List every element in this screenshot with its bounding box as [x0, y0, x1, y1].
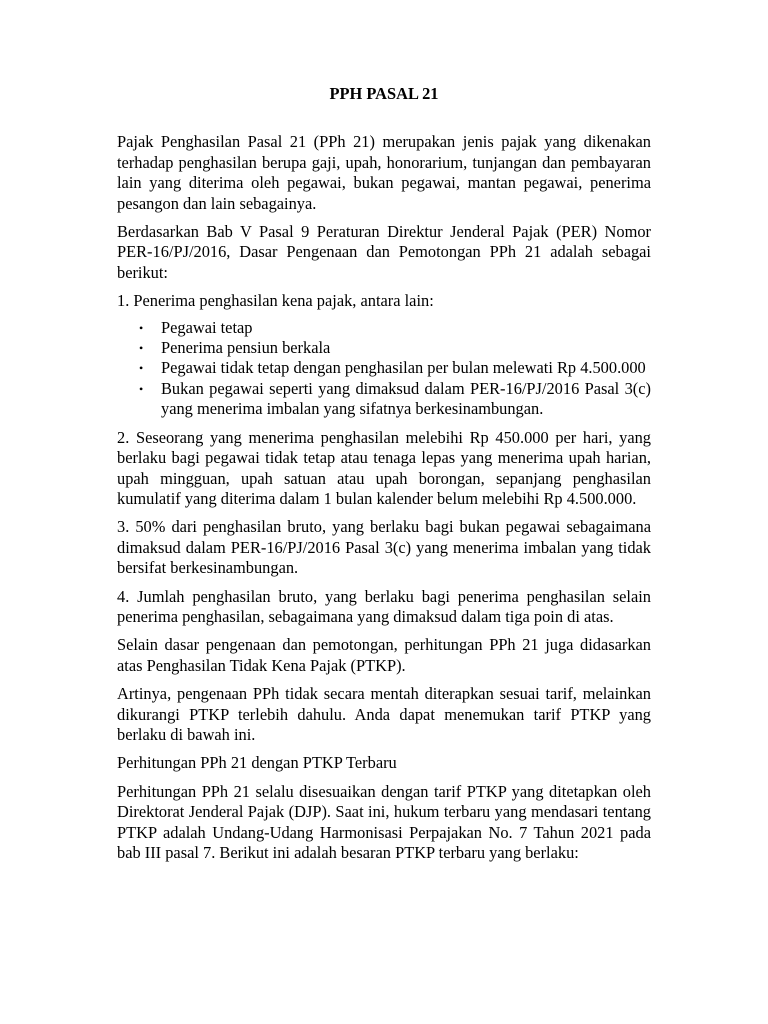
- list-item-text: Bukan pegawai seperti yang dimaksud dalam PER-16/PJ/2016 Pasal 3(c) yang menerima imbalan yang sifatnya berkesinambungan.: [161, 378, 651, 419]
- ptkp-explanation-paragraph: Artinya, pengenaan PPh tidak secara mentah diterapkan sesuai tarif, melainkan dikurangi PTKP terlebih dahulu. Anda dapat menemukan tarif PTKP yang berlaku di bawah ini.: [117, 684, 651, 744]
- list-item: [139, 358, 651, 378]
- list-item: [139, 378, 651, 420]
- bullet-icon: •: [139, 341, 144, 356]
- ptkp-intro-paragraph: Selain dasar pengenaan dan pemotongan, perhitungan PPh 21 juga didasarkan atas Penghasilan Tidak Kena Pajak (PTKP).: [117, 635, 651, 675]
- document-title: PPH PASAL 21: [329, 84, 439, 103]
- taxable-recipients-list: [117, 318, 651, 420]
- list-item-text: Pegawai tetap: [161, 317, 253, 337]
- document-page: [117, 84, 651, 871]
- bullet-icon: •: [139, 320, 144, 335]
- list-item: [139, 317, 651, 338]
- intro-paragraph: Pajak Penghasilan Pasal 21 (PPh 21) merupakan jenis pajak yang dikenakan terhadap penghasilan berupa gaji, upah, honorarium, tunjangan dan pembayaran lain yang diterima oleh pegawai, bukan pegawai, mantan pegawai, penerima pesangon dan lain sebagainya.: [117, 132, 651, 213]
- bullet-icon: •: [139, 361, 144, 376]
- list-item-text: Penerima pensiun berkala: [161, 338, 331, 358]
- point-3-paragraph: 3. 50% dari penghasilan bruto, yang berlaku bagi bukan pegawai sebagaimana dimaksud dalam PER-16/PJ/2016 Pasal 3(c) yang menerima imbalan yang tidak bersifat berkesinambungan.: [117, 517, 651, 578]
- point-4-paragraph: 4. Jumlah penghasilan bruto, yang berlaku bagi penerima penghasilan selain penerima penghasilan, sebagaimana yang dimaksud dalam tiga poin di atas.: [117, 586, 651, 626]
- point-1-paragraph: 1. Penerima penghasilan kena pajak, antara lain:: [117, 291, 434, 311]
- section-subheading: Perhitungan PPh 21 dengan PTKP Terbaru: [117, 753, 397, 773]
- list-item: [139, 338, 651, 358]
- ptkp-calculation-paragraph: Perhitungan PPh 21 selalu disesuaikan dengan tarif PTKP yang ditetapkan oleh Direktorat Jenderal Pajak (DJP). Saat ini, hukum terbaru yang mendasari tentang PTKP adalah Undang-Udang Harmonisasi Perpajakan No. 7 Tahun 2021 pada bab III pasal 7. Berikut ini adalah besaran PTKP terbaru yang berlaku:: [117, 781, 651, 862]
- point-2-paragraph: 2. Seseorang yang menerima penghasilan melebihi Rp 450.000 per hari, yang berlaku bagi pegawai tidak tetap atau tenaga lepas yang menerima upah harian, upah mingguan, upah satuan atau upah borongan, sepanjang penghasilan kumulatif yang diterima dalam 1 bulan kalender belum melebihi Rp 4.500.000.: [117, 427, 651, 508]
- legal-basis-paragraph: Berdasarkan Bab V Pasal 9 Peraturan Direktur Jenderal Pajak (PER) Nomor PER-16/PJ/2016, Dasar Pengenaan dan Pemotongan PPh 21 adalah sebagai berikut:: [117, 222, 651, 282]
- list-item-text: Pegawai tidak tetap dengan penghasilan per bulan melewati Rp 4.500.000: [161, 358, 646, 378]
- bullet-icon: •: [139, 381, 144, 396]
